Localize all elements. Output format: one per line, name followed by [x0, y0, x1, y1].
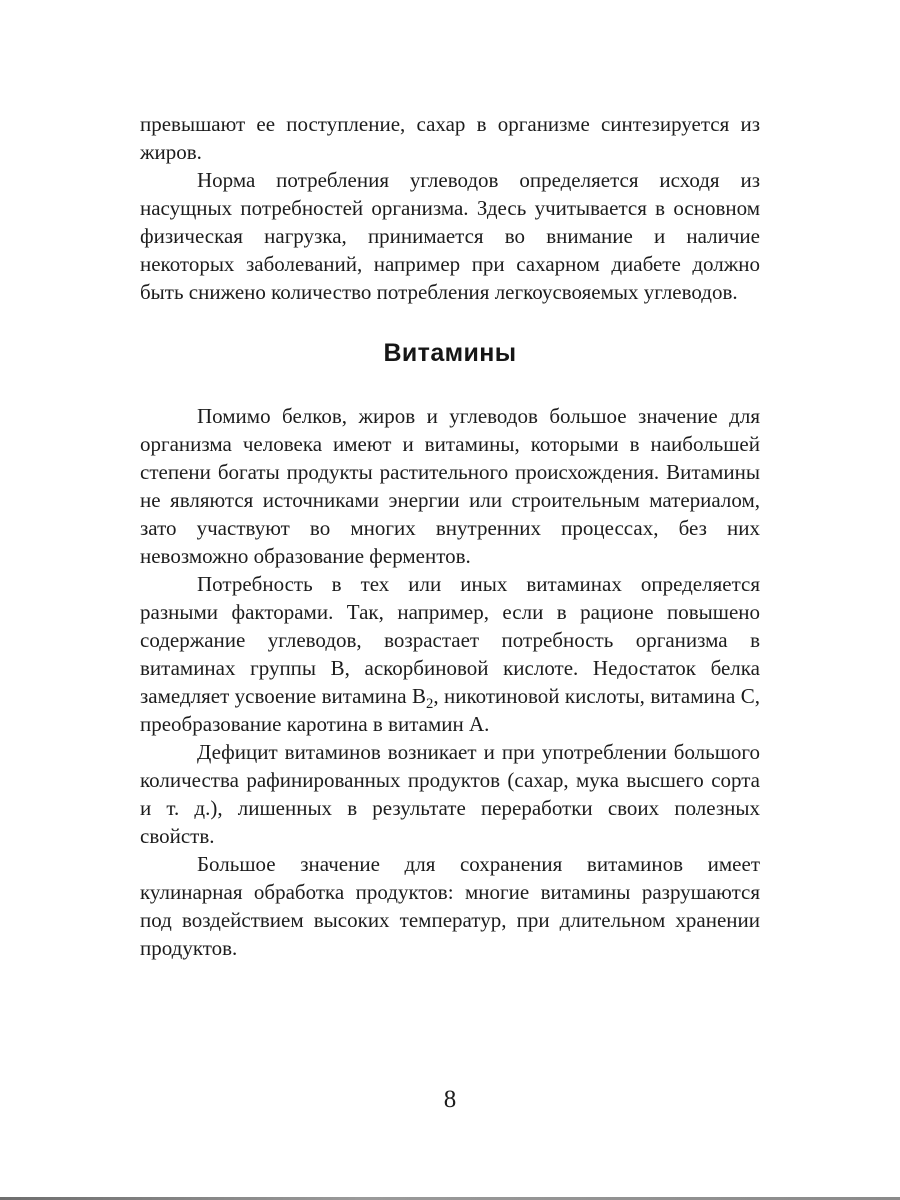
section-heading: Витамины [383, 339, 517, 367]
paragraph-vitamin-need-text: Потребность в тех или иных витаминах определяется разными факторами. Так, например, если в рационе повышено содержание углеводов, возрастает потребность организма в витаминах группы В, аскорбиновой кислоте. Недостаток белка замедляет усвоение витамина В [140, 572, 760, 708]
paragraph-vitamin-preservation: Большое значение для сохранения витаминов имеет кулинарная обработка продуктов: многие витамины разрушаются под воздействием высоких температур, при длительном хранении продуктов. [140, 852, 760, 960]
paragraph-continuation: превышают ее поступление, сахар в организме синтезируется из жиров. [140, 112, 760, 164]
paragraph-vitamin-deficit: Дефицит витаминов возникает и при употреблении большого количества рафинированных продуктов (сахар, мука высшего сорта и т. д.), лишенных в результате переработки своих полезных свойств. [140, 740, 760, 848]
text-block [140, 110, 760, 962]
vitamin-b2-subscript: 2 [425, 696, 434, 713]
paragraph-vitamins-intro: Помимо белков, жиров и углеводов большое значение для организма человека имеют и витамины, которыми в наибольшей степени богаты продукты растительного происхождения. Витамины не являются источниками энергии или строительным материалом, зато участвуют во многих внутренних процессах, без них невозможно образование ферментов. [140, 404, 760, 568]
page-number: 8 [443, 1086, 457, 1113]
paragraph-carb-norm: Норма потребления углеводов определяется исходя из насущных потребностей организма. Здесь учитывается в основном физическая нагрузка, принимается во внимание и наличие некоторых заболеваний, например при сахарном диабете должно быть снижено количество потребления легкоусвояемых углеводов. [140, 168, 760, 304]
paragraph-vitamin-need [140, 570, 760, 738]
paragraph-vitamin-need-tail: , никотиновой кислоты, витамина С, преобразование каротина в витамин А. [140, 684, 760, 736]
